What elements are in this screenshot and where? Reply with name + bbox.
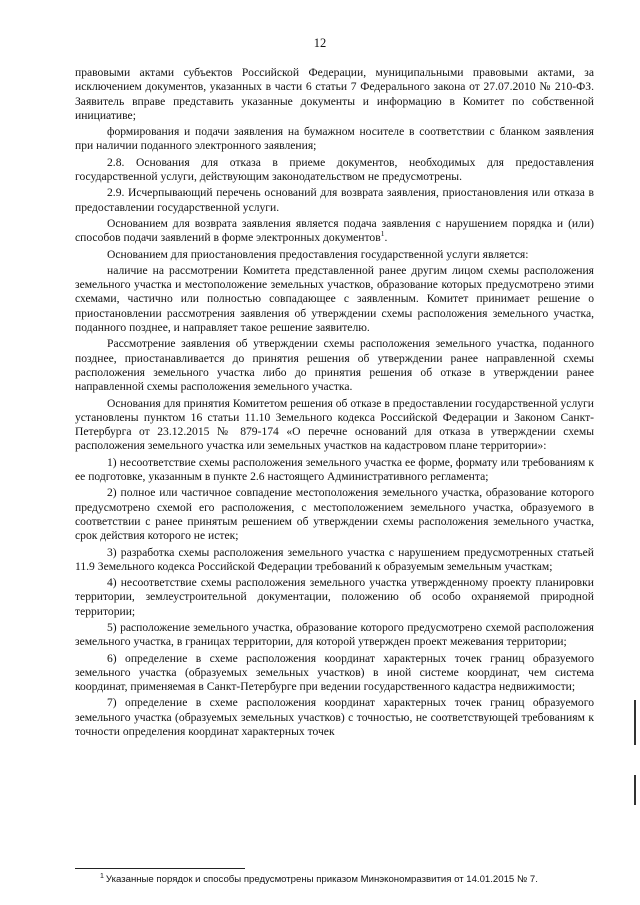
footnote-marker: 1 [100,872,104,880]
paragraph [75,125,594,154]
scan-edge-mark [634,775,636,805]
paragraph-text: 3) разработка схемы расположения земельного участка с нарушением предусмотренных статьей 11.9 Земельного кодекса Российской Федерации требований к образуемым земельным участкам; [75,545,594,573]
paragraph [75,397,594,454]
paragraph [75,576,594,619]
paragraph-text: наличие на рассмотрении Комитета представленной ранее другим лицом схемы расположения земельного участка и местоположение земельных участков, образование которых предусмотрено этими схемами, частично или полностью совпадающее с заявленным. Комитет принимает решение о приостановлении рассмотрения заявления об утверждении схемы расположения земельного участка, поданного позднее, и направляет такое решение заявителю. [75,263,594,335]
paragraph [75,621,594,650]
paragraph-text: Основанием для возврата заявления является подача заявления с нарушением порядка и (или) способов подачи заявлений в форме электронных документов [75,216,594,245]
paragraph-text: Основанием для приостановления предоставления государственной услуги является: [107,247,529,261]
footnote [100,874,600,886]
paragraph [75,456,594,485]
paragraph [75,66,594,123]
paragraph-text: 7) определение в схеме расположения координат характерных точек границ образуемого земельного участка (образуемых земельных участков) с точностью, не соответствующей требованиям к точности определения координат характерных точек [75,696,594,739]
footnote-text: Указанные порядок и способы предусмотрены приказом Минэкономразвития от 14.01.2015 № 7. [105,874,538,885]
page-number: 12 [313,36,327,50]
paragraph-text: 2.9. Исчерпывающий перечень оснований для возврата заявления, приостановления или отказа в предоставлении государственной услуги. [75,186,594,214]
paragraph [75,156,594,185]
paragraph-end: . [384,231,388,245]
paragraph-text: 2.8. Основания для отказа в приеме документов, необходимых для предоставления государственной услуги, действующим законодательством не предусмотрены. [75,155,594,184]
footnote-divider [75,868,245,869]
scan-edge-mark [634,700,636,745]
paragraph [75,486,594,543]
paragraph-text: 1) несоответствие схемы расположения земельного участка ее форме, формату или требованиям к ее подготовке, указанным в пункте 2.6 настоящего Административного регламента; [75,455,594,484]
paragraph-text: 6) определение в схеме расположения координат характерных точек границ образуемого земельного участка (образуемых земельных участков) в иной системе координат, чем система координат, применяемая в Санкт-Петербурге при ведении государственного кадастра недвижимости; [75,651,594,694]
paragraph [75,217,594,246]
paragraph [75,546,594,575]
paragraph [75,186,594,215]
document-body [75,66,594,741]
paragraph-text: 4) несоответствие схемы расположения земельного участка утвержденному проекту планировки территории, землеустроительной документации, положению об особо охраняемой природной территории; [75,576,594,618]
paragraph-text: 2) полное или частичное совпадение местоположения земельного участка, образование которого предусмотрено схемой его расположения, с местоположением земельного участка, образуемого в соответствии с ранее принятым решением об утверждении схемы расположения земельного участка, срок действия которого не истек; [75,486,594,543]
paragraph-text: Рассмотрение заявления об утверждении схемы расположения земельного участка, поданного позднее, приостанавливается до принятия решения об утверждении ранее направленной схемы расположения земельного участка либо до принятия решения об отказе в утверждении ранее направленной схемы расположения земельного участка. [75,337,594,394]
paragraph [75,696,594,739]
paragraph-text: формирования и подачи заявления на бумажном носителе в соответствии с бланком заявления при наличии поданного электронного заявления; [75,125,594,153]
paragraph-text: 5) расположение земельного участка, образование которого предусмотрено схемой расположения земельного участка, в границах территории, для которой утвержден проект межевания территории; [75,620,594,649]
paragraph [75,264,594,335]
paragraph-text: Основания для принятия Комитетом решения об отказе в предоставлении государственной услуги установлены пунктом 16 статьи 11.10 Земельного кодекса Российской Федерации и Законом Санкт-Петербурга от 23.12.2015 № 879-174 «О перечне оснований для отказа в утверждении схемы расположения земельного участка или земельных участков на кадастровом плане территории»: [75,396,594,453]
paragraph [75,248,594,262]
footnote-reference: 1 [380,229,385,239]
paragraph [75,652,594,695]
paragraph-text: правовыми актами субъектов Российской Федерации, муниципальными правовыми актами, за исключением документов, указанных в части 6 статьи 7 Федерального закона от 27.07.2010 № 210-ФЗ. Заявитель вправе представить указанные документы и информацию в Комитет по собственной инициативе; [75,66,594,122]
paragraph [75,337,594,394]
